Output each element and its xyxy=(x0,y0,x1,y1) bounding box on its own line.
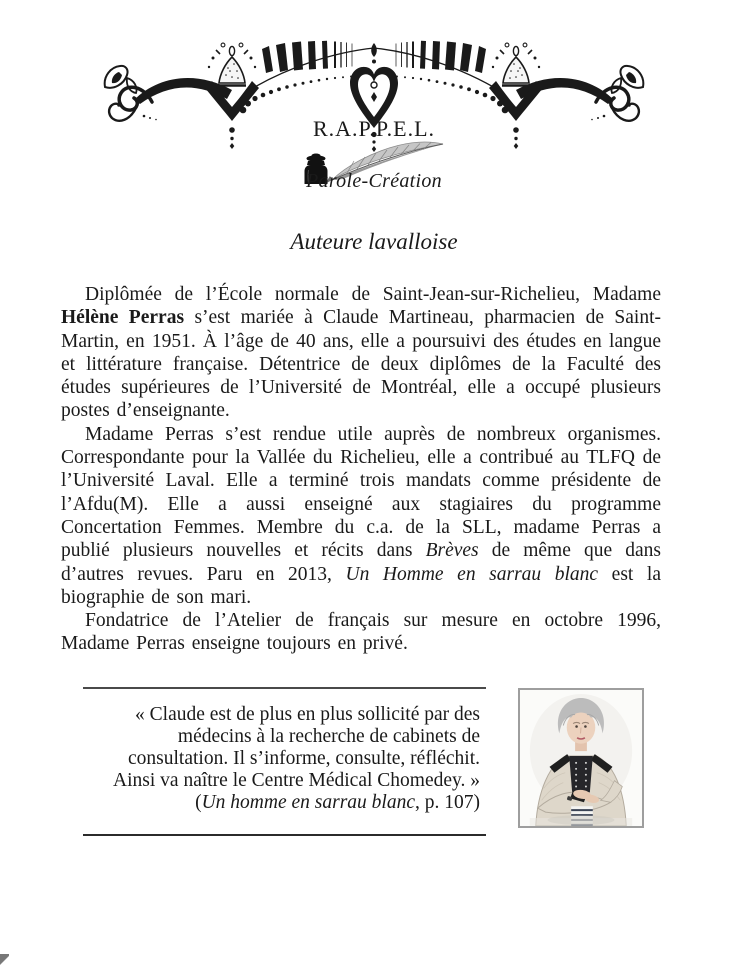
paragraph-3 xyxy=(61,609,661,656)
text-segment: « Claude est de plus en plus sollicité par des médecins à la recherche de cabinets de consultation. Il s’informe, consulte, réfléchit. Ainsi va naître le Centre Médical Chomedey. » ( xyxy=(113,704,480,813)
article-body xyxy=(61,283,661,656)
book-title-italic: Brèves xyxy=(425,540,479,562)
text-segment: Madame Perras s’est rendue utile auprès de nombreux organismes. Correspondante pour la Vallée du Richelieu, elle a contribué au TLFQ de l’Université Laval. Elle a terminé trois mandats comme présidente de l’Afdu(M). Elle a aussi enseigné aux stagiaires du programme Concertation Femmes. Membre du c.a. de la SLL, madame Perras a publié plusieurs nouvelles et récits dans xyxy=(61,423,661,562)
text-segment: de même que dans d’autres revues. Paru en 2013, xyxy=(61,540,661,585)
book-title-italic: Un Homme en sarrau blanc xyxy=(345,563,599,585)
paragraph-1 xyxy=(61,283,661,423)
text-segment: Diplômée de l’École normale de Saint-Jean-sur-Richelieu, Madame xyxy=(85,284,661,305)
page-title: Auteure lavalloise xyxy=(290,229,458,254)
text-segment: est la biographie de son mari. xyxy=(61,563,661,608)
text-segment: s’est mariée à Claude Martineau, pharmacien de Saint-Martin, en 1951. À l’âge de 40 ans, elle a poursuivi des études en langue et littérature française. Détentrice de deux diplômes de la Faculté des études supérieures de l’Université de Montréal, elle a occupé plusieurs postes d’enseignante. xyxy=(61,307,661,422)
portrait-photo xyxy=(518,688,644,828)
book-title-italic: Un homme en sarrau blanc xyxy=(201,792,415,813)
paragraph-2 xyxy=(61,423,661,609)
organization-name: R.A.P.P.E.L. xyxy=(312,116,436,141)
quote-block xyxy=(83,687,486,836)
quote-text xyxy=(83,704,480,814)
text-segment: , p. 107) xyxy=(415,792,480,813)
author-name-bold: Hélène Perras xyxy=(61,307,185,329)
tagline: Parole-Création xyxy=(306,170,442,192)
scan-artifact xyxy=(0,954,9,968)
text-segment: Fondatrice de l’Atelier de français sur mesure en octobre 1996, Madame Perras enseigne toujours en privé. xyxy=(61,610,661,655)
